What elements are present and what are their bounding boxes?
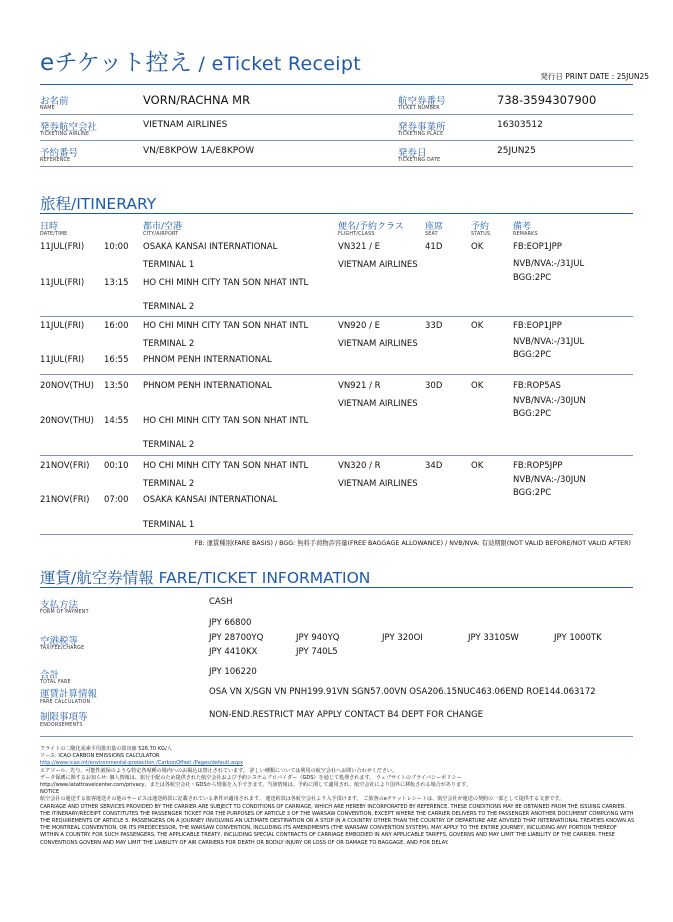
tax-label: 空港税等 xyxy=(40,636,79,647)
passenger-name: VORN/RACHNA MR xyxy=(143,93,251,107)
base-fare: JPY 66800 xyxy=(209,618,252,628)
segment-arr-time: 13:15 xyxy=(104,278,129,288)
segment-status: OK xyxy=(471,461,484,471)
title-en: / eTicket Receipt xyxy=(192,53,361,75)
segment-flight: VN921 / R xyxy=(338,381,381,391)
segment-arr-date: 11JUL(FRI) xyxy=(40,355,85,365)
reference-sublabel: REFERENCE xyxy=(40,158,71,163)
ticketing-place-label: 発券事業所 xyxy=(398,122,446,133)
ticketing-airline-label: 発券航空会社 xyxy=(40,122,98,133)
col-flight-sub: FLIGHT/CLASS xyxy=(338,232,375,237)
segment-bgg: BGG:2PC xyxy=(513,273,552,283)
print-date: 発行日 PRINT DATE : 25JUN25 xyxy=(540,72,649,81)
segment-flight: VN321 / E xyxy=(338,242,381,252)
payment-method: CASH xyxy=(209,597,233,607)
segment-dep-city: HO CHI MINH CITY TAN SON NHAT INTL xyxy=(143,321,309,331)
tax-item: JPY 28700YQ xyxy=(209,633,264,643)
reference-label: 予約番号 xyxy=(40,148,79,159)
segment-carrier: VIETNAM AIRLINES xyxy=(338,260,418,270)
fare-calc-label: 運賃計算情報 xyxy=(40,689,98,700)
reference-number: VN/E8KPOW 1A/E8KPOW xyxy=(143,146,255,156)
tax-item: JPY 3310SW xyxy=(468,633,519,643)
segment-seat: 34D xyxy=(425,461,443,471)
segment-status: OK xyxy=(471,321,484,331)
col-status: 予約 xyxy=(471,222,490,232)
ticketing-date-label: 発券日 xyxy=(398,148,427,159)
ticketing-place-sublabel: TICKETING PLACE xyxy=(398,132,444,137)
segment-dep-time: 13:50 xyxy=(104,381,129,391)
total-fare: JPY 106220 xyxy=(209,667,257,677)
segment-dep-city: HO CHI MINH CITY TAN SON NHAT INTL xyxy=(143,461,309,471)
note-paragraph: http://www.latattravelcenter.com/privacy、または各航空会社・GDSから情報を入手できます。当該情報は、予約に関して適用され、航空会社により国外に移転される場合があります。 xyxy=(40,782,471,789)
col-seat: 座席 xyxy=(425,222,444,232)
segment-flight: VN920 / E xyxy=(338,321,381,331)
segment-dep-time: 10:00 xyxy=(104,242,129,252)
col-flight: 便名/予約クラス xyxy=(338,222,404,232)
endorsements: NON-END.RESTRICT MAY APPLY CONTACT B4 DEPT FOR CHANGE xyxy=(209,710,484,720)
icao-link[interactable]: http://www.icao.int/environmental-protection /CarbonOffset /Pages/default.aspx xyxy=(40,760,244,767)
endorsements-sublabel: ENDORSEMENTS xyxy=(40,723,83,728)
conditions-of-carriage: CARRIAGE AND OTHER SERVICES PROVIDED BY THE CARRIER ARE SUBJECT TO CONDITIONS OF CARRIAGE, WHICH ARE HEREBY INCORPORATED BY REFERENCE. THESE CONDITIONS MAY BE OBTAINED FROM THE ISSUING CARRIER. THE ITINERARY/RECEIPT CONSTITUTES THE PASSENGER TICKET FOR THE PURPOSES OF ARTICLE 3 OF THE WARSAW CONVENTION, EXCEPT WHERE THE CARRIER DELIVERS TO THE PASSENGER ANOTHER DOCUMENT COMPLYING WITH THE REQUIREMENTS OF ARTICLE 3. PASSENGERS ON A JOURNEY INVOLVING AN ULTIMATE DESTINATION OR A STOP IN A COUNTRY OTHER THAN THE COUNTRY OF DEPARTURE ARE ADVISED THAT INTERNATIONAL TREATIES KNOWN AS THE MONTREAL CONVENTION, OR ITS PREDECESSOR, THE WARSAW CONVENTION, INCLUDING ITS AMENDMENTS (THE WARSAW CONVENTION SYSTEM), MAY APPLY TO THE ENTIRE JOURNEY, INCLUDING ANY PORTION THEREOF WITHIN A COUNTRY. FOR SUCH PASSENGERS, THE APPLICABLE TREATY, INCLUDING SPECIAL CONTRACTS OF CARRIAGE EMBODIED IN ANY APPLICABLE TARIFFS, GOVERNS AND MAY LIMIT THE LIABILITY OF THE CARRIER. THESE CONVENTIONS GOVERN AND MAY LIMIT THE LIABILITY OF AIR CARRIERS FOR DEATH OR BODILY INJURY OR LOSS OF OR DAMAGE TO BAGGAGE, AND FOR DELAY. xyxy=(40,803,635,846)
notice-title: NOTICE xyxy=(40,789,60,796)
fare-section-title: 運賃/航空券情報 FARE/TICKET INFORMATION xyxy=(40,569,371,587)
segment-seat: 41D xyxy=(425,242,443,252)
tax-sublabel: TAX/FEE/CHARGE xyxy=(40,646,85,651)
name-sublabel: NAME xyxy=(40,106,55,111)
header-divider xyxy=(40,84,633,85)
segment-status: OK xyxy=(471,242,484,252)
segment-arr-time: 16:55 xyxy=(104,355,129,365)
segment-dep-date: 11JUL(FRI) xyxy=(40,321,85,331)
segment-carrier: VIETNAM AIRLINES xyxy=(338,479,418,489)
tax-item: JPY 4410KX xyxy=(209,647,258,657)
page-title xyxy=(40,44,361,77)
segment-arr-time: 14:55 xyxy=(104,416,129,426)
segment-bgg: BGG:2PC xyxy=(513,409,552,419)
segment-dep-date: 21NOV(FRI) xyxy=(40,461,90,471)
segment-arr-time: 07:00 xyxy=(104,495,129,505)
col-date: 日時 xyxy=(40,222,59,232)
tax-item: JPY 940YQ xyxy=(296,633,340,643)
segment-divider-3 xyxy=(40,455,633,456)
segment-dep-city: OSAKA KANSAI INTERNATIONAL xyxy=(143,242,278,252)
segment-fare-basis: FB:ROP5JPP xyxy=(513,461,563,471)
segment-carrier: VIETNAM AIRLINES xyxy=(338,339,418,349)
col-seat-sub: SEAT xyxy=(425,232,438,237)
ticket-number: 738-3594307900 xyxy=(497,93,597,107)
segment-seat: 30D xyxy=(425,381,443,391)
segment-divider-4 xyxy=(40,534,633,535)
segment-arr-terminal: TERMINAL 1 xyxy=(143,520,195,530)
segment-divider-1 xyxy=(40,316,633,317)
segment-carrier: VIETNAM AIRLINES xyxy=(338,399,418,409)
segment-fare-basis: FB:EOP1JPP xyxy=(513,242,562,252)
col-remarks: 備考 xyxy=(513,222,532,232)
ticket-number-label: 航空券番号 xyxy=(398,96,446,107)
segment-dep-date: 20NOV(THU) xyxy=(40,381,94,391)
segment-dep-date: 11JUL(FRI) xyxy=(40,242,85,252)
fare-calculation: OSA VN X/SGN VN PNH199.91VN SGN57.00VN OSA206.15NUC463.06END ROE144.063172 xyxy=(209,687,596,697)
itinerary-legend: FB: 運賃種別(FARE BASIS) / BGG: 無料手荷物許容量(FREE BAGGAGE ALLOWANCE) / NVB/NVA: 有効期限(NOT VALID BEFORE/NOT VALID AFTER) xyxy=(194,540,631,547)
segment-fare-basis: FB:EOP1JPP xyxy=(513,321,562,331)
segment-nvb: NVB/NVA:-/31JUL xyxy=(513,337,585,347)
tax-item: JPY 320OI xyxy=(382,633,423,643)
payment-sublabel: FORM OF PAYMENT xyxy=(40,610,89,615)
segment-divider-2 xyxy=(40,374,633,375)
segment-dep-terminal: TERMINAL 1 xyxy=(143,260,195,270)
segment-bgg: BGG:2PC xyxy=(513,350,552,360)
segment-arr-terminal: TERMINAL 2 xyxy=(143,302,195,312)
info-divider-1 xyxy=(40,114,633,115)
ticketing-date-sublabel: TICKETING DATE xyxy=(398,158,441,163)
segment-dep-time: 00:10 xyxy=(104,461,129,471)
notes-divider xyxy=(40,736,633,737)
segment-nvb: NVB/NVA:-/30JUN xyxy=(513,475,586,485)
note-paragraph: データ保護に関するお知らせ: 個人情報は、旅行手配のため提供された航空会社および予約システムプロバイダー（GDS）を通じて処理されます。 ウェブサイトのプライバシーポリシー xyxy=(40,774,462,781)
info-divider-2 xyxy=(40,140,633,141)
name-label: お名前 xyxy=(40,96,69,107)
segment-dep-time: 16:00 xyxy=(104,321,129,331)
col-date-sub: DATE/TIME xyxy=(40,232,68,237)
segment-status: OK xyxy=(471,381,484,391)
ticketing-airline-sublabel: TICKETING AIRLINE xyxy=(40,132,90,137)
fare-calc-sublabel: FARE CALCULATION xyxy=(40,700,91,705)
tax-item: JPY 740L5 xyxy=(296,647,338,657)
notes-block xyxy=(40,746,635,847)
info-divider-3 xyxy=(40,166,633,167)
segment-dep-city: PHNOM PENH INTERNATIONAL xyxy=(143,381,272,391)
fare-divider xyxy=(40,587,633,588)
segment-dep-terminal: TERMINAL 2 xyxy=(143,339,195,349)
co2-line: フライトの二酸化炭素平均排出量の算出値 526.70 KG/人 xyxy=(40,746,172,752)
tax-item: JPY 1000TK xyxy=(554,633,602,643)
segment-nvb: NVB/NVA:-/30JUN xyxy=(513,396,586,406)
itinerary-divider xyxy=(40,213,633,214)
total-label: 合計 xyxy=(40,670,60,681)
itinerary-section-title: 旅程/ITINERARY xyxy=(40,195,157,213)
segment-bgg: BGG:2PC xyxy=(513,488,552,498)
co2-source: ソース: ICAO CARBON EMISSIONS CALCULATOR xyxy=(40,753,160,760)
segment-arr-terminal: TERMINAL 2 xyxy=(143,440,195,450)
title-jp: eチケット控え xyxy=(40,50,193,76)
segment-arr-date: 20NOV(THU) xyxy=(40,416,94,426)
ticketing-airline: VIETNAM AIRLINES xyxy=(143,120,228,130)
payment-label: 支払方法 xyxy=(40,600,79,611)
note-paragraph: エアソール、先与、可能性就保のような特定各席種の場内へのお掲込は禁止されています。 詳しい種類については利用の航空会社へお問い合わせください。 xyxy=(40,767,398,774)
ticketing-place: 16303512 xyxy=(497,120,543,130)
segment-arr-city: PHNOM PENH INTERNATIONAL xyxy=(143,355,272,365)
ticket-number-sublabel: TICKET NUMBER xyxy=(398,106,440,111)
segment-flight: VN320 / R xyxy=(338,461,381,471)
segment-arr-date: 11JUL(FRI) xyxy=(40,278,85,288)
segment-arr-city: OSAKA KANSAI INTERNATIONAL xyxy=(143,495,278,505)
segment-arr-city: HO CHI MINH CITY TAN SON NHAT INTL xyxy=(143,278,309,288)
col-status-sub: STATUS xyxy=(471,232,491,237)
ticketing-date: 25JUN25 xyxy=(497,146,536,156)
segment-arr-city: HO CHI MINH CITY TAN SON NHAT INTL xyxy=(143,416,309,426)
segment-dep-terminal: TERMINAL 2 xyxy=(143,479,195,489)
segment-seat: 33D xyxy=(425,321,443,331)
segment-fare-basis: FB:ROP5AS xyxy=(513,381,561,391)
total-sublabel: TOTAL FARE xyxy=(40,680,71,685)
note-paragraph: 航空会社の運送する旅客運送その他のサービスは運送約款に記載されている条件が適用されます。 運送約款は各航空会社より入手頂けます。 ご旅客のeチケットレシートは、航空会社が運送の契約の一部として提供する文書です。 xyxy=(40,796,565,803)
segment-arr-date: 21NOV(FRI) xyxy=(40,495,90,505)
segment-nvb: NVB/NVA:-/31JUL xyxy=(513,259,585,269)
endorsements-label: 制限事項等 xyxy=(40,712,88,723)
col-remarks-sub: REMARKS xyxy=(513,232,538,237)
col-city-sub: CITY/AIRPORT xyxy=(143,232,179,237)
col-city: 都市/空港 xyxy=(143,222,183,232)
